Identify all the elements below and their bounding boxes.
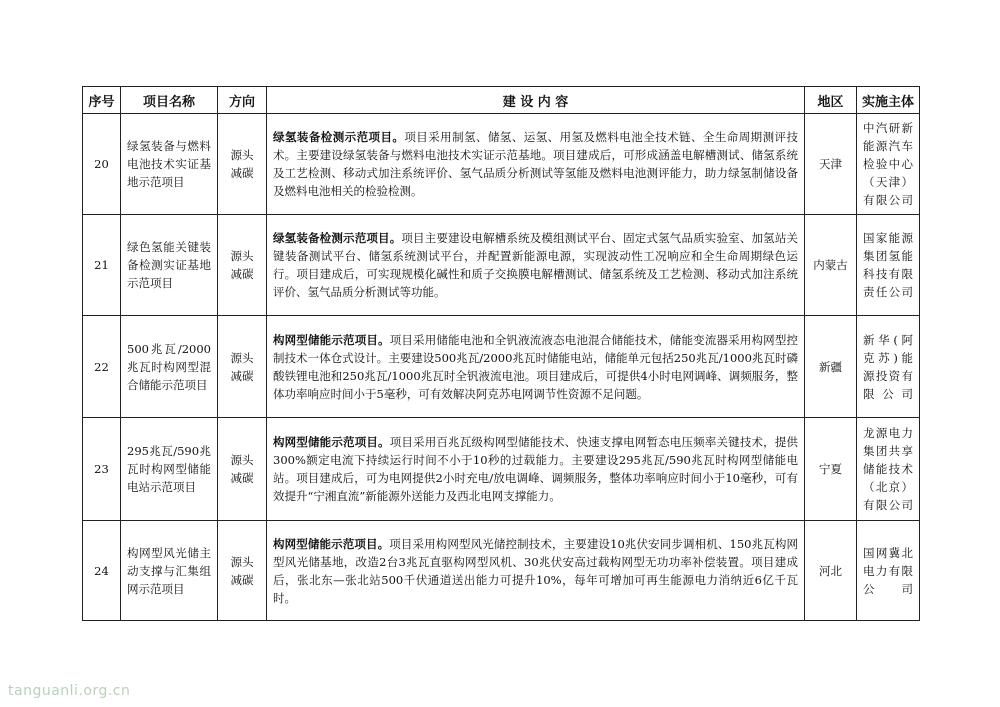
project-organization: 中汽研新能源汽车检验中心（天津）有限公司 bbox=[857, 114, 920, 215]
site-watermark: tanguanli.org.cn bbox=[8, 683, 131, 699]
project-name: 500兆瓦/2000兆瓦时构网型混合储能示范项目 bbox=[121, 316, 218, 418]
row-number: 20 bbox=[83, 114, 121, 215]
table-row bbox=[83, 215, 920, 316]
project-organization: 国网冀北电力有限公司 bbox=[857, 521, 920, 621]
projects-table bbox=[82, 86, 920, 621]
project-direction: 源头减碳 bbox=[218, 114, 267, 215]
project-organization: 龙源电力集团共享储能技术（北京）有限公司 bbox=[857, 418, 920, 521]
content-body: 项目采用储能电池和全钒液流液态电池混合储能技术，储能变流器采用构网型控制技术一体仓式设计。主要建设500兆瓦/2000兆瓦时储能电站，储能单元包括250兆瓦/1000兆瓦时磷酸铁锂电池和250兆瓦/1000兆瓦时全钒液流电池。项目建成后，可提供4小时电网调峰、调频服务，整体功率响应时间小于5毫秒，可有效解决阿克苏电网调节性资源不足问题。 bbox=[273, 332, 799, 401]
project-region: 宁夏 bbox=[805, 418, 857, 521]
project-content bbox=[267, 114, 805, 215]
header-organization: 实施主体 bbox=[857, 87, 920, 114]
project-content bbox=[267, 418, 805, 521]
project-name: 295兆瓦/590兆瓦时构网型储能电站示范项目 bbox=[121, 418, 218, 521]
project-content bbox=[267, 521, 805, 621]
table-header-row bbox=[83, 87, 920, 114]
header-project-name: 项目名称 bbox=[121, 87, 218, 114]
content-body: 项目采用制氢、储氢、运氢、用氢及燃料电池全技术链、全生命周期测评技术。主要建设绿氢装备与燃料电池技术实证示范基地。项目建成后，可形成涵盖电解槽测试、储氢系统及工艺检测、移动式加注系统评价、氢气品质分析测试等氢能及燃料电池测评能力，助力绿氢制储设备及燃料电池相关的检验检测。 bbox=[273, 130, 798, 198]
header-content: 建 设 内 容 bbox=[267, 87, 805, 114]
table-row bbox=[83, 521, 920, 621]
project-content bbox=[267, 316, 805, 418]
row-number: 21 bbox=[83, 215, 121, 316]
content-title: 构网型储能示范项目。 bbox=[273, 536, 390, 551]
project-direction: 源头减碳 bbox=[218, 316, 267, 418]
header-region: 地区 bbox=[805, 87, 857, 114]
table-row bbox=[83, 114, 920, 215]
project-direction: 源头减碳 bbox=[218, 521, 267, 621]
project-region: 新疆 bbox=[805, 316, 857, 418]
row-number: 22 bbox=[83, 316, 121, 418]
header-direction: 方向 bbox=[218, 87, 267, 114]
project-direction: 源头减碳 bbox=[218, 215, 267, 316]
content-body: 项目主要建设电解槽系统及模组测试平台、固定式氢气品质实验室、加氢站关键装备测试平台、储氢系统测试平台，并配置新能源电源，实现波动性工况响应和全生命周期绿色运行。项目建成后，可实现规模化碱性和质子交换膜电解槽测试、储氢系统及工艺检测、移动式加注系统评价、氢气品质分析测试等功能。 bbox=[273, 231, 798, 299]
header-no: 序号 bbox=[83, 87, 121, 114]
project-region: 内蒙古 bbox=[805, 215, 857, 316]
row-number: 23 bbox=[83, 418, 121, 521]
project-direction: 源头减碳 bbox=[218, 418, 267, 521]
content-body: 项目采用百兆瓦级构网型储能技术、快速支撑电网暂态电压频率关键技术，提供300%额定电流下持续运行时间不小于10秒的过载能力。主要建设295兆瓦/590兆瓦时构网型储能电站。项目建成后，可为电网提供2小时充电/放电调峰、调频服务，整体功率响应时间小于10毫秒，可有效提升“宁湘直流”新能源外送能力及西北电网支撑能力。 bbox=[273, 435, 799, 503]
row-number: 24 bbox=[83, 521, 121, 621]
project-name: 绿氢装备与燃料电池技术实证基地示范项目 bbox=[121, 114, 218, 215]
project-content bbox=[267, 215, 805, 316]
project-name: 绿色氢能关键装备检测实证基地示范项目 bbox=[121, 215, 218, 316]
project-organization: 新华(阿克苏)能源投资有限公司 bbox=[857, 316, 920, 418]
content-title: 构网型储能示范项目。 bbox=[273, 435, 390, 449]
table-row bbox=[83, 316, 920, 418]
project-name: 构网型风光储主动支撑与汇集组网示范项目 bbox=[121, 521, 218, 621]
table-row bbox=[83, 418, 920, 521]
project-region: 天津 bbox=[805, 114, 857, 215]
content-title: 绿氢装备检测示范项目。 bbox=[273, 130, 405, 144]
content-title: 绿氢装备检测示范项目。 bbox=[273, 231, 402, 245]
project-region: 河北 bbox=[805, 521, 857, 621]
content-body: 项目采用构网型风光储控制技术，主要建设10兆伏安同步调相机、150兆瓦构网型风光储基地，改造2台3兆瓦直驱构网型风机、30兆伏安高过载构网型无功功率补偿装置。项目建成后，张北东—张北站500千伏通道送出能力可提升10%，每年可增加可再生能源电力消纳近6亿千瓦时。 bbox=[273, 536, 798, 605]
project-organization: 国家能源集团氢能科技有限责任公司 bbox=[857, 215, 920, 316]
content-title: 构网型储能示范项目。 bbox=[273, 332, 390, 347]
